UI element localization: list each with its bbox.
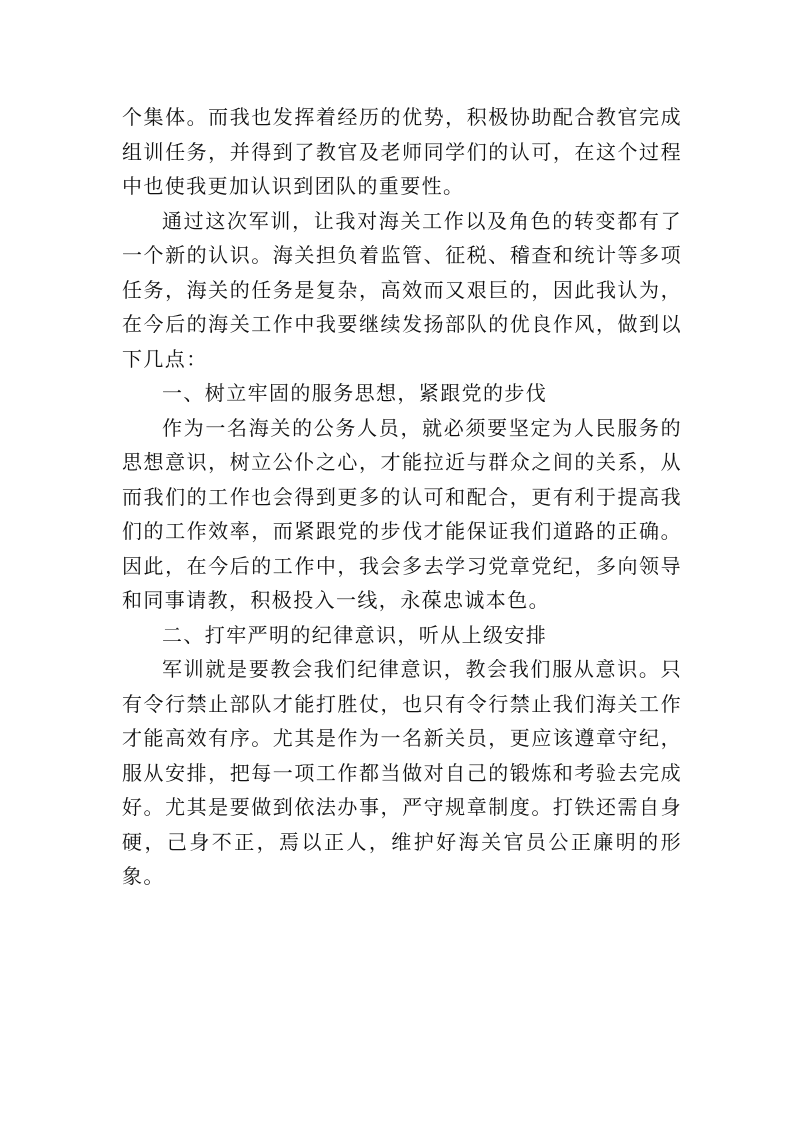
document-body	[122, 100, 682, 894]
paragraph: 作为一名海关的公务人员，就必须要坚定为人民服务的思想意识，树立公仆之心，才能拉近与群众之间的关系，从而我们的工作也会得到更多的认可和配合，更有利于提高我们的工作效率，而紧跟党的步伐才能保证我们道路的正确。因此，在今后的工作中，我会多去学习党章党纪，多向领导和同事请教，积极投入一线，永葆忠诚本色。	[122, 415, 682, 612]
paragraph: 通过这次军训，让我对海关工作以及角色的转变都有了一个新的认识。海关担负着监管、征税、稽查和统计等多项任务，海关的任务是复杂，高效而又艰巨的，因此我认为，在今后的海关工作中我要继续发扬部队的优良作风，做到以下几点：	[122, 208, 682, 371]
paragraph: 个集体。而我也发挥着经历的优势，积极协助配合教官完成组训任务，并得到了教官及老师同学们的认可，在这个过程中也使我更加认识到团队的重要性。	[122, 105, 682, 198]
section-heading: 二、打牢严明的纪律意识，听从上级安排	[162, 622, 548, 647]
paragraph: 军训就是要教会我们纪律意识，教会我们服从意识。只有令行禁止部队才能打胜仗，也只有令行禁止我们海关工作才能高效有序。尤其是作为一名新关员，更应该遵章守纪，服从安排，把每一项工作都当做对自己的锻炼和考验去完成好。尤其是要做到依法办事，严守规章制度。打铁还需自身硬，己身不正，焉以正人，维护好海关官员公正廉明的形象。	[122, 657, 682, 888]
section-heading: 一、树立牢固的服务思想，紧跟党的步伐	[162, 381, 548, 405]
